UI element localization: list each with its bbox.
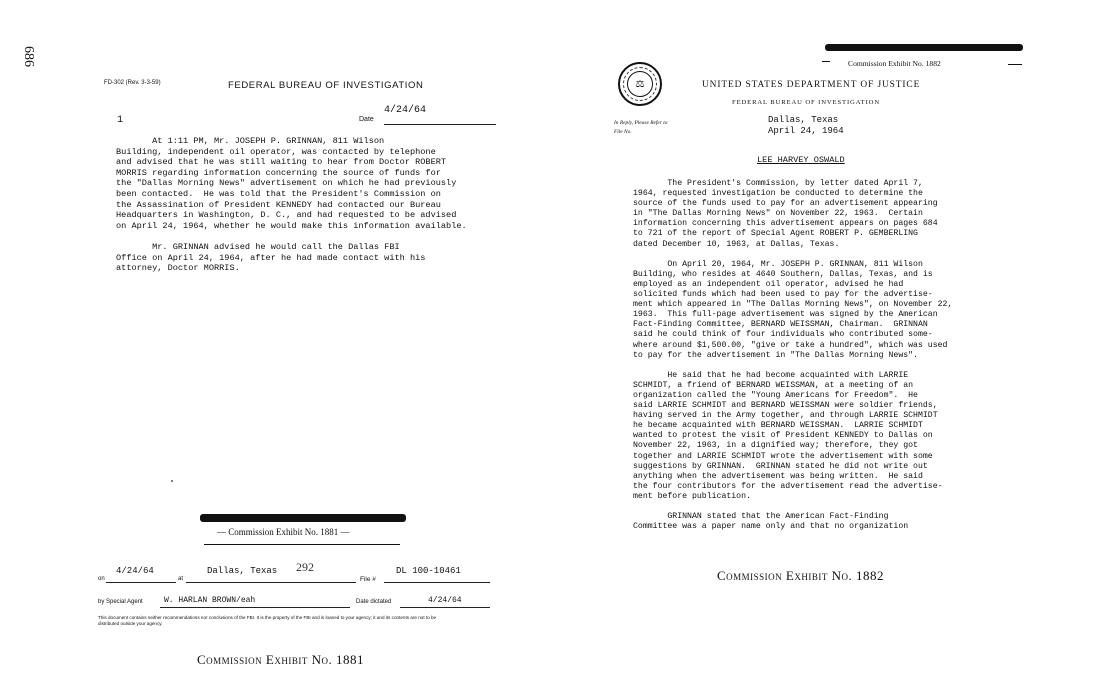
- subject-line: LEE HARVEY OSWALD: [757, 155, 845, 165]
- doj-seal-icon: ⚖: [618, 62, 662, 106]
- field-line: [384, 582, 490, 583]
- paragraph: GRINNAN stated that the American Fact-Finding Committee was a paper name only and that no organization: [633, 512, 909, 532]
- paragraph: At 1:11 PM, Mr. JOSEPH P. GRINNAN, 811 Wilson Building, independent oil operator, was contacted by telephone and advised that he was still waiting to hear from Doctor ROBERT MORRIS regarding information concerning the source of funds for the "Dallas Morning News" advertisement on which he had previously been contacted. He was told that the President's Commission on the Assassination of President KENNEDY had contacted our Bureau Headquarters in Washington, D. C., and had requested to be advised on April 24, 1964, whether he would make this information available.: [116, 136, 467, 231]
- field-line: [106, 582, 176, 583]
- at-location-value: Dallas, Texas: [207, 566, 278, 576]
- date-label: Date: [359, 116, 374, 123]
- field-line: [160, 607, 350, 608]
- letter-city: Dallas, Texas: [768, 115, 839, 125]
- exhibit-caption: Commission Exhibit No. 1881: [197, 652, 365, 667]
- bureau-heading: FEDERAL BUREAU OF INVESTIGATION: [732, 99, 880, 106]
- exhibit-stamp: Commission Exhibit No. 1882: [848, 59, 941, 68]
- letter-date: April 24, 1964: [768, 126, 844, 136]
- interview-details-row: [98, 560, 518, 588]
- exhibit-1882-document: [560, 0, 1094, 691]
- agent-row: [98, 596, 518, 610]
- date-value: 4/24/64: [384, 105, 427, 116]
- page-number: 686: [21, 46, 36, 67]
- field-line: [186, 582, 356, 583]
- at-label: at: [178, 576, 184, 582]
- paragraph: He said that he had become acquainted with LARRIE SCHMIDT, a friend of BERNARD WEISSMAN, at a meeting of an organization called the "Young Americans for Freedom". He said LARRIE SCHMIDT and BERNARD WEISSMAN were soldier friends, having served in the Army together, and through LARRIE SCHMIDT he became acquainted with BERNARD WEISSMAN. LARRIE SCHMIDT wanted to protest the visit of President KENNEDY to Dallas on November 22, 1963, in a dignified way; therefore, they got together and LARRIE SCHMIDT wrote the advertisement with some suggestions by GRINNAN. GRINNAN stated he did not write out anything when the advertisement was being written. He said the four contributors for the advertisement read the advertise- ment before publication.: [633, 370, 943, 501]
- form-code: FD-302 (Rev. 3-3-59): [104, 80, 161, 86]
- field-line: [400, 607, 490, 608]
- on-label: on: [98, 576, 105, 582]
- stamp-bar: [825, 44, 1023, 51]
- stamp-dash: [822, 61, 830, 62]
- agent-value: W. HARLAN BROWN/eah: [164, 596, 256, 605]
- letter-body: [633, 179, 1033, 542]
- department-heading: UNITED STATES DEPARTMENT OF JUSTICE: [702, 80, 921, 90]
- dictated-value: 4/24/64: [428, 596, 462, 605]
- date-underline: [384, 124, 496, 125]
- file-number-value: DL 100-10461: [396, 566, 461, 576]
- agency-heading: FEDERAL BUREAU OF INVESTIGATION: [228, 80, 424, 91]
- scan-speck: [171, 480, 173, 482]
- on-date-value: 4/24/64: [116, 566, 154, 576]
- paragraph: On April 20, 1964, Mr. JOSEPH P. GRINNAN, 811 Wilson Building, who resides at 4640 Southern, Dallas, Texas, and is employed as an independent oil operator, advised he had solicited funds which had been used to pay for the advertise- ment which appeared in "The Dallas Morning News", on November 22, 1963. This full-page advertisement was signed by the American Fact-Finding Committee, BERNARD WEISSMAN, Chairman. GRINNAN said he could think of four individuals who contributed some- where around $1,500.00, "give or take a hundred", which was used to pay for the advertisement in "The Dallas Morning News".: [633, 259, 953, 360]
- stamp-bar: [200, 514, 406, 522]
- stamp-dash: [1008, 64, 1022, 65]
- file-label: File #: [360, 576, 376, 583]
- paragraph: Mr. GRINNAN advised he would call the Dallas FBI Office on April 24, 1964, after he had made contact with his attorney, Doctor MORRIS.: [116, 241, 426, 274]
- disclaimer: This document contains neither recommendations nor conclusions of the FBI. It is the property of the FBI and is loaned to your agency; it and its contents are not to be distributed outside your agency.: [98, 615, 437, 626]
- handwritten-mark: 292: [296, 560, 314, 574]
- exhibit-stamp: — Commission Exhibit No. 1881 —: [217, 527, 350, 537]
- report-body: [116, 136, 511, 284]
- agent-label: by Special Agent: [98, 599, 143, 605]
- exhibit-caption: Commission Exhibit No. 1882: [717, 568, 885, 583]
- paragraph: The President's Commission, by letter dated April 7, 1964, requested investigation be conducted to determine the source of the funds used to pay for an advertisement appearing in "The Dallas Morning News" on November 22, 1963. Certain information concerning this advertisement appears on pages 684 to 721 of the report of Special Agent ROBERT P. GEMBERLING dated December 10, 1963, at Dallas, Texas.: [633, 179, 938, 249]
- stamp-underline: [204, 544, 400, 545]
- page-mark: 1: [117, 115, 124, 126]
- dictated-label: Date dictated: [356, 599, 392, 605]
- exhibit-1881-document: [0, 0, 530, 691]
- reply-reference: In Reply, Please Refer to File No.: [614, 120, 668, 135]
